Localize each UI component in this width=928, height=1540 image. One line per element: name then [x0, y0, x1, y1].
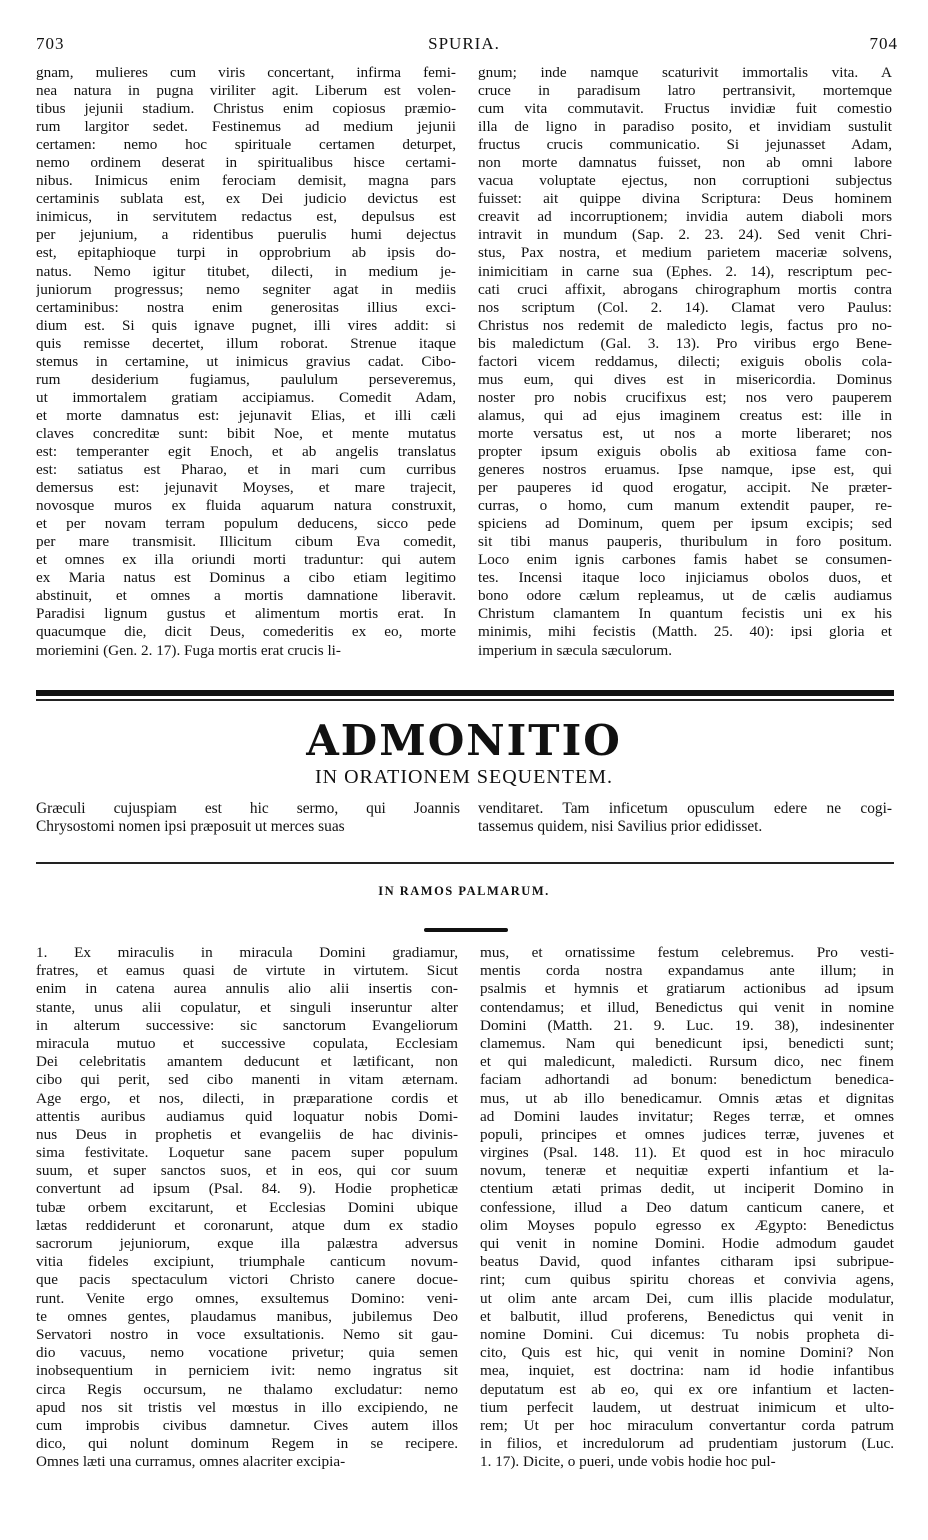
text-line: vacua voluptate ejectus, non corruptioni subjectus — [478, 172, 892, 190]
text-line: rum desiderium fugiamus, paululum perseveremus, — [36, 370, 456, 388]
text-line: nos scriptum (Col. 2. 14). Clamat vero Paulus: — [478, 298, 892, 316]
admonitio-column-right — [478, 800, 892, 836]
text-line: Age ergo, et nos, dilecti, in præparatione cordis et — [36, 1089, 458, 1107]
text-line: 1. 17). Dicite, o pueri, unde vobis hodie hoc pul- — [480, 1453, 776, 1471]
text-line: sacrorum jejuniorum, exque illa palæstra adversus — [36, 1235, 458, 1252]
text-line: ut olim ante arcam Dei, cum illis placide modulatur, — [480, 1289, 894, 1307]
text-line: per jejunium, a ridentibus puerulis humi dejectus — [36, 226, 456, 244]
text-line: quacumque die, dicit Deus, comederitis ex eo, morte — [36, 623, 456, 641]
text-line: ut immortalem gratiam accipiamus. Comedit Adam, — [36, 388, 456, 406]
text-line: deputatum est ab eo, qui ex ore infantium et lacten- — [480, 1380, 894, 1398]
text-line: nemo ordinem deserat in spiritualibus hisce certami- — [36, 154, 456, 172]
text-line: Paradisi lignum gustus et alimentum mortis erat. In — [36, 605, 456, 623]
text-line: tium perfecit laudem, ut destruat inimicum et ulto- — [480, 1398, 894, 1416]
text-line: mus eum, qui dives est in misericordia. Dominus — [478, 370, 892, 388]
text-line: nea natura in pugna viriliter agit. Liberum est volen- — [36, 82, 456, 100]
text-line: minimis, mihi fecistis (Matth. 25. 40): ipsi gloria et — [478, 623, 892, 641]
text-line: inimicitiam in carne sua (Ephes. 2. 14), rescriptum pec- — [478, 262, 892, 280]
text-line: claves concreditæ sunt: bibit Noe, et mente mutatus — [36, 424, 456, 442]
text-line: ex Maria natus est Dominus a cibo etiam legitimo — [36, 569, 456, 587]
text-line: non morte damnatus fuisset, non ab omni labore — [478, 154, 892, 172]
text-line: propter ipsum exiguis obolis ab exitiosa fame con- — [478, 442, 892, 460]
text-line: Loco enim ignis carbones famis habet se consumen- — [478, 551, 892, 569]
text-line: Domini (Matth. 21. 9. Luc. 19. 38), indesinenter — [480, 1016, 894, 1034]
text-line: certamen: nemo hoc spirituale certamen deturpet, — [36, 136, 456, 154]
text-line: cum vita commutavit. Fructus invidiæ fuit comestio — [478, 100, 892, 118]
page-number-right: 704 — [869, 34, 898, 53]
text-line: stus, Pax nostra, et medium parietem maceriæ solvens, — [478, 244, 892, 262]
text-line: cibo qui perit, sed cibo manenti in vitam æternam. — [36, 1071, 458, 1089]
text-line: illa de ligno in paradiso posito, et invidiam sustulit — [478, 118, 892, 136]
text-line: Græculi cujuspiam est hic sermo, qui Joannis — [36, 800, 460, 817]
text-line: ctentium ætati primas dedit, ut inciperit Domino in — [480, 1180, 894, 1198]
text-line: dio vacuus, nemo vocatione privetur; quia semen — [36, 1344, 458, 1362]
admonitio-divider — [36, 862, 894, 864]
text-line: cito, Quis est hic, qui venit in nomine Domini? Non — [480, 1344, 894, 1362]
text-line: spiciens ad Dominum, quem per ipsum excipis; sed — [478, 515, 892, 533]
text-line: quis remisse decertet, illum roborat. Strenue itaque — [36, 334, 456, 352]
section-divider-thick — [36, 690, 894, 696]
text-line: enim in catena aurea annulis alio alii insertis con- — [36, 980, 458, 998]
text-line: circa Regis occursum, ne thalamo excludatur: nemo — [36, 1380, 458, 1398]
text-line: gnum; inde namque scaturivit immortalis vita. A — [478, 64, 892, 81]
text-line: fratres, et eamus quasi de virtute in virtutem. Sicut — [36, 962, 458, 980]
text-line: virgines (Psal. 148. 11). Et quod est in hoc miraculo — [480, 1144, 894, 1162]
text-line: Chrysostomi nomen ipsi præposuit ut merces suas — [36, 818, 345, 836]
text-line: bis maledictum (Gal. 3. 13). Pro viribus ergo Bene- — [478, 334, 892, 352]
text-line: est, epitaphioque turpi in opprobrium ab ipsis do- — [36, 244, 456, 262]
text-line: noster pro nobis crucifixus est; nos vero pauperem — [478, 388, 892, 406]
text-line: in alterum successive: sic sanctorum Evangeliorum — [36, 1016, 458, 1034]
text-line: apud nos sit tristis vel mœstus in illo excipiendo, ne — [36, 1398, 458, 1416]
text-line: miracula mutuo et successive copulata, Ecclesiam — [36, 1034, 458, 1052]
text-line: fructus crucis communicatio. Si jejunasset Adam, — [478, 136, 892, 154]
text-line: qui venit in nomine Domini. Hodie admodum gaudet — [480, 1235, 894, 1252]
text-line: gnam, mulieres cum viris concertant, infirma femi- — [36, 64, 456, 81]
text-line: psalmis et hymnis et gratiarum actionibus ad ipsum — [480, 980, 894, 998]
text-line: novum, teneræ et nequitiæ experti infantium et la- — [480, 1162, 894, 1180]
text-line: Christus nos redemit de maledicto legis, factus pro no- — [478, 316, 892, 334]
text-line: convertunt ad ipsum (Psal. 84. 9). Hodie propheticæ — [36, 1180, 458, 1198]
admonitio-title: ADMONITIO — [306, 716, 622, 765]
text-line: est: satiatus est Pharao, et in mari cum curribus — [36, 461, 456, 479]
text-line: nus Deus in prophetis et evangeliis de hac divinis- — [36, 1125, 458, 1143]
text-line: fuisset: ait quippe divina Scriptura: Deus hominem — [478, 190, 892, 208]
text-line: vitia fideles excipiunt, triumphale canticum novum- — [36, 1253, 458, 1271]
text-line: faciam adhortandi ad bonum: benedictum benedica- — [480, 1071, 894, 1089]
text-line: confessione, illud a Deo datum canticum canere, et — [480, 1198, 894, 1216]
text-line: ad Domini laudes invitatur; Reges terræ, et omnes — [480, 1107, 894, 1125]
text-line: tibus jejunii stadium. Christus enim copiosus præmio- — [36, 100, 456, 118]
text-line: tassemus quidem, nisi Savilius prior edidisset. — [478, 818, 763, 836]
text-line: et balbutit, illud proferens, Benedictus qui venit in — [480, 1307, 894, 1325]
text-line: juniorum progressus; nemo segniter agat in mediis — [36, 280, 456, 298]
text-line: in filios, et incredulorum ad prudentiam justorum (Luc. — [480, 1435, 894, 1453]
sermon-column-right — [480, 944, 894, 1471]
text-line: Omnes læti una curramus, omnes alacriter excipia- — [36, 1453, 346, 1471]
text-line: mea, inquiet, est doctrina: nam id hodie infantibus — [480, 1362, 894, 1380]
sermon-column-left — [36, 944, 458, 1471]
text-line: est: temperanter egit Enoch, et ab angelis translatus — [36, 442, 456, 460]
text-line: olim Moyses populo egresso ex Ægypto: Benedictus — [480, 1216, 894, 1234]
admonitio-column-left — [36, 800, 460, 836]
text-line: tubæ orbem excitarunt, et Ecclesias Domini ubique — [36, 1198, 458, 1216]
text-line: imperium in sæcula sæculorum. — [478, 641, 673, 659]
text-line: Dei celebritatis amantem deducunt et lætificant, non — [36, 1053, 458, 1071]
text-line: venditaret. Tam inficetum opusculum edere ne cogi- — [478, 800, 892, 817]
text-line: rem; Ut per hoc miraculum convertantur corda patrum — [480, 1416, 894, 1434]
section-divider-thin — [36, 699, 894, 701]
text-line: cruce in paradisum latro pertransivit, mortemque — [478, 82, 892, 100]
text-line: beatus David, quod infantes citharam ipsi subripue- — [480, 1253, 894, 1271]
running-header — [0, 34, 928, 56]
text-line: certaminibus: nostra enim generositas illius exci- — [36, 298, 456, 316]
text-line: bono odore cælum repleamus, ut de cælis audiamus — [478, 587, 892, 605]
text-line: stante, unus alii copulatur, et singuli inseruntur alter — [36, 998, 458, 1016]
text-line: clamemus. Nam qui benedicunt ipsi, benedicti sunt; — [480, 1034, 894, 1052]
text-line: mus, et ornatissime festum celebremus. Pro vesti- — [480, 944, 894, 961]
text-line: morte versatus est, ut nos a morte liberaret; nos — [478, 424, 892, 442]
text-line: 1. Ex miraculis in miracula Domini gradiamur, — [36, 944, 458, 961]
text-line: et qui maledicunt, maledicti. Rursum dico, nec finem — [480, 1053, 894, 1071]
text-line: sit tibi manus pauperis, thuribulum in foro positum. — [478, 533, 892, 551]
text-line: runt. Venite ergo omnes, exsultemus Domino: veni- — [36, 1289, 458, 1307]
text-line: attentis auribus audiamus quid loquatur nobis Domi- — [36, 1107, 458, 1125]
text-line: populi, principes et omnes judices terræ, juvenes et — [480, 1125, 894, 1143]
text-line: generes nostros eruamus. Ipse namque, ipse est, qui — [478, 461, 892, 479]
running-title: SPURIA. — [428, 34, 500, 53]
text-line: novosque muros ex fluida aquarum natura construxit, — [36, 497, 456, 515]
text-line: que pacis spectaculum victori Christo canere docue- — [36, 1271, 458, 1289]
text-line: mus, ut ab illo benedicamur. Omnis ætas et dignitas — [480, 1089, 894, 1107]
text-line: nibus. Inimicus enim ferociam demisit, magna pars — [36, 172, 456, 190]
admonitio-subtitle: IN ORATIONEM SEQUENTEM. — [315, 766, 613, 788]
text-line: et omnes ex illa oriundi morti traduntur: qui autem — [36, 551, 456, 569]
text-line: intravit in mundum (Sap. 2. 23. 24). Sed venit Chri- — [478, 226, 892, 244]
text-line: per pauperes id quod erogatur, accipit. Ne præter- — [478, 479, 892, 497]
sermon-title: IN RAMOS PALMARUM. — [378, 884, 550, 898]
text-line: contendamus; et illud, Benedictus qui venit in nomine — [480, 998, 894, 1016]
page-number-left: 703 — [36, 34, 65, 53]
text-line: curras, o homo, cum manum extendit pauper, re- — [478, 497, 892, 515]
text-line: mentis corda nostra expandamus ante illum; in — [480, 962, 894, 980]
text-line: abstinuit, et omnes a mortis damnatione liberavit. — [36, 587, 456, 605]
text-line: nomine Domini. Cui dicemus: Tu nobis propheta di- — [480, 1325, 894, 1343]
text-line: lætas reddiderunt et coronarunt, atque dum ex stadio — [36, 1216, 458, 1234]
text-line: te omnes gentes, plaudamus manibus, jubilemus Deo — [36, 1307, 458, 1325]
text-line: suum, et super sanctos suos, et in eos, qui cor suum — [36, 1162, 458, 1180]
ornamental-rule — [424, 928, 508, 932]
text-line: natus. Nemo igitur titubet, dilecti, in medium je- — [36, 262, 456, 280]
text-line: Servatori nostro in voce exsultationis. Nemo sit gau- — [36, 1325, 458, 1343]
text-line: per mare transmisit. Illicitum cibum Eva comedit, — [36, 533, 456, 551]
text-line: rum largitor sedet. Festinemus ad medium jejunii — [36, 118, 456, 136]
text-line: dium est. Si quis ignave pugnet, illi vires addit: si — [36, 316, 456, 334]
text-line: inimicus, in servitutem redactus est, depulsus est — [36, 208, 456, 226]
text-line: factori vicem reddamus, dilecti; exiguis obolis cola- — [478, 352, 892, 370]
text-line: cati cruci affixit, abrogans chirographum mortis contra — [478, 280, 892, 298]
text-line: rint; cum quibus spiritu choreas et convivia agens, — [480, 1271, 894, 1289]
text-line: creavit ad incorruptionem; invidia autem diaboli mors — [478, 208, 892, 226]
text-line: stemus in certamine, ut inimicus gravius cadat. Cibo- — [36, 352, 456, 370]
text-line: Christum clamantem In quantum fecistis uni ex his — [478, 605, 892, 623]
text-line: et morte damnatus est: jejunavit Elias, et illi cæli — [36, 406, 456, 424]
text-line: demersus est: jejunavit Moyses, et mare trajecit, — [36, 479, 456, 497]
top-column-right — [478, 64, 892, 660]
text-line: moriemini (Gen. 2. 17). Fuga mortis erat crucis li- — [36, 641, 341, 659]
text-line: tes. Incensi itaque loco injiciamus obolos duos, et — [478, 569, 892, 587]
text-line: dico, qui nolunt dominum Regem in se recipere. — [36, 1435, 458, 1453]
text-line: alamus, qui ad ejus imaginem creatus est: ille in — [478, 406, 892, 424]
text-line: et per novam terram populum deducens, sicco pede — [36, 515, 456, 533]
text-line: inobsequentium in perniciem ivit: nemo ingratus sit — [36, 1362, 458, 1380]
top-column-left — [36, 64, 456, 660]
text-line: certaminis sublata est, ex Dei judicio devictus est — [36, 190, 456, 208]
text-line: sima festivitate. Loquetur sane pacem super populum — [36, 1144, 458, 1162]
text-line: cum improbis civibus damnetur. Cives autem illos — [36, 1416, 458, 1434]
